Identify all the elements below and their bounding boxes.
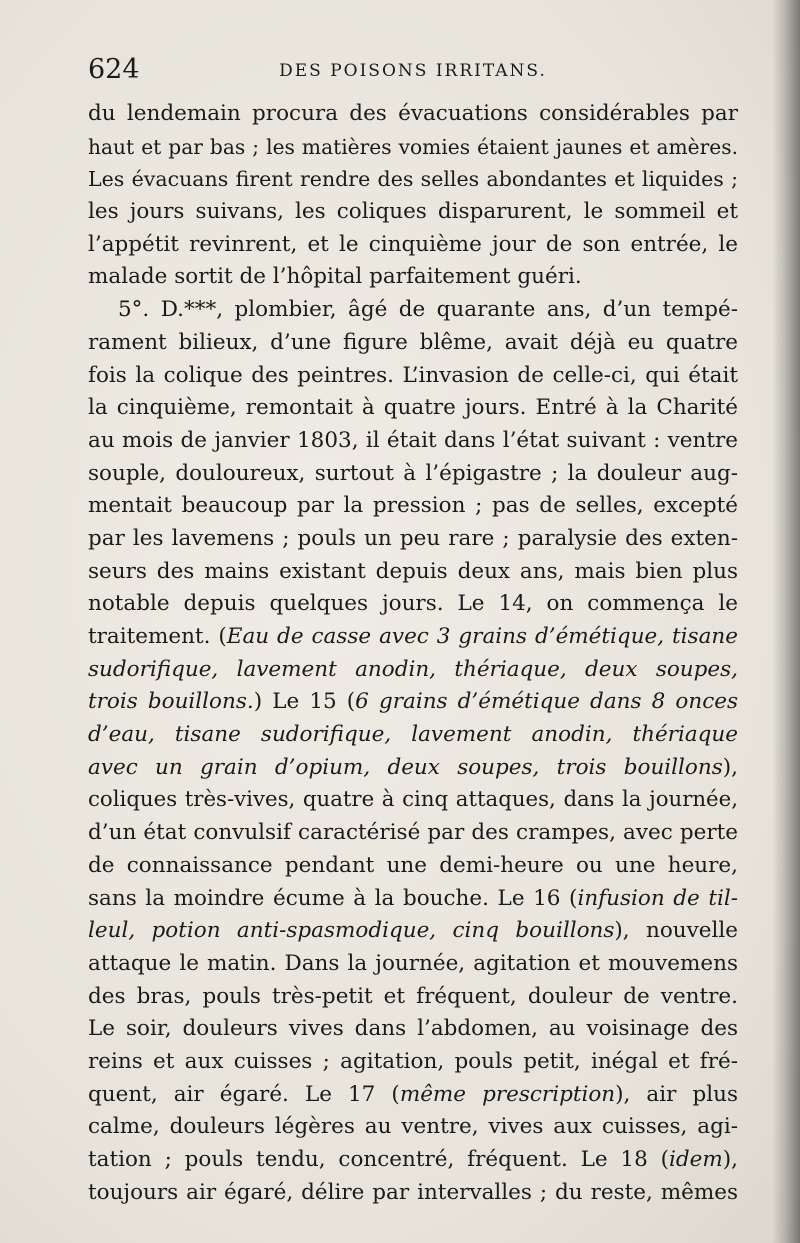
body-text <box>88 98 738 1209</box>
page-header <box>88 52 738 88</box>
italic-text: d’eau, tisane sudorifique, lavement anodin, thériaque <box>88 722 738 748</box>
text-line: avec un grain d’opium, deux soupes, trois bouillons), <box>88 754 738 780</box>
text-line: au mois de janvier 1803, il était dans l’état suivant : ventre <box>88 427 738 453</box>
text-line: de connaissance pendant une demi-heure ou une heure, <box>88 852 738 878</box>
page-number: 624 <box>88 54 140 85</box>
text-line: sans la moindre écume à la bouche. Le 16 (infusion de til- <box>88 885 738 911</box>
text-line: haut et par bas ; les matières vomies étaient jaunes et amères. <box>88 134 738 159</box>
text-line: du lendemain procura des évacuations considérables par <box>88 101 738 126</box>
text-line: l’appétit revinrent, et le cinquième jour de son entrée, le <box>88 231 738 257</box>
italic-text: infusion de til- <box>577 885 738 911</box>
running-head: DES POISONS IRRITANS. <box>279 61 547 81</box>
text-line: quent, air égaré. Le 17 (même prescription), air plus <box>88 1081 738 1107</box>
text-line: mentait beaucoup par la pression ; pas de selles, excepté <box>88 493 738 519</box>
italic-text: leul, potion anti-spasmodique, cinq bouillons <box>88 918 615 944</box>
text-line: par les lavemens ; pouls un peu rare ; paralysie des exten- <box>88 525 738 551</box>
text-line: rament bilieux, d’une figure blême, avait déjà eu quatre <box>88 329 738 355</box>
text-line: attaque le matin. Dans la journée, agitation et mouvemens <box>88 950 738 976</box>
text-line <box>88 719 738 752</box>
text-line: souple, douloureux, surtout à l’épigastre ; la douleur aug- <box>88 460 738 486</box>
italic-text: Eau de casse avec 3 grains d’émétique, tisane <box>226 624 738 649</box>
text-line <box>88 654 738 687</box>
text-line: d’un état convulsif caractérisé par des crampes, avec perte <box>88 820 738 846</box>
page-edge-shadow <box>772 0 800 1243</box>
italic-text: 6 grains d’émétique dans 8 onces <box>355 689 738 715</box>
text-line: traitement. (Eau de casse avec 3 grains d’émétique, tisane <box>88 624 738 649</box>
paragraph-start-line: 5°. D.***, plombier, âgé de quarante ans, d’un tempé- <box>118 297 738 323</box>
text-line: des bras, pouls très-petit et fréquent, douleur de ventre. <box>88 983 738 1009</box>
text-line: leul, potion anti-spasmodique, cinq bouillons), nouvelle <box>88 918 738 944</box>
text-line: calme, douleurs légères au ventre, vives aux cuisses, agi- <box>88 1114 738 1140</box>
text-line: Le soir, douleurs vives dans l’abdomen, au voisinage des <box>88 1016 738 1042</box>
italic-text: sudorifique, lavement anodin, thériaque, deux soupes, <box>88 656 738 682</box>
text-line: fois la colique des peintres. L’invasion de celle-ci, qui était <box>88 362 738 388</box>
italic-text: même prescription <box>399 1081 616 1107</box>
italic-text: idem <box>669 1147 723 1172</box>
text-line: trois bouillons.) Le 15 (6 grains d’émétique dans 8 onces <box>88 689 738 715</box>
text-line: Les évacuans firent rendre des selles abondantes et liquides ; <box>88 167 738 192</box>
text-line: notable depuis quelques jours. Le 14, on commença le <box>88 591 738 617</box>
text-line: toujours air égaré, délire par intervalles ; du reste, mêmes <box>88 1179 738 1205</box>
text-line: les jours suivans, les coliques disparurent, le sommeil et <box>88 199 738 225</box>
text-line: coliques très-vives, quatre à cinq attaques, dans la journée, <box>88 787 738 813</box>
text-line: tation ; pouls tendu, concentré, fréquent. Le 18 (idem), <box>88 1147 738 1172</box>
italic-text: avec un grain d’opium, deux soupes, trois bouillons <box>88 754 723 780</box>
text-line: seurs des mains existant depuis deux ans, mais bien plus <box>88 558 738 584</box>
text-line: la cinquième, remontait à quatre jours. Entré à la Charité <box>88 395 738 421</box>
text-line: reins et aux cuisses ; agitation, pouls petit, inégal et fré- <box>88 1048 738 1074</box>
italic-text: trois bouillons. <box>88 689 254 715</box>
text-line: malade sortit de l’hôpital parfaitement guéri. <box>88 264 582 290</box>
